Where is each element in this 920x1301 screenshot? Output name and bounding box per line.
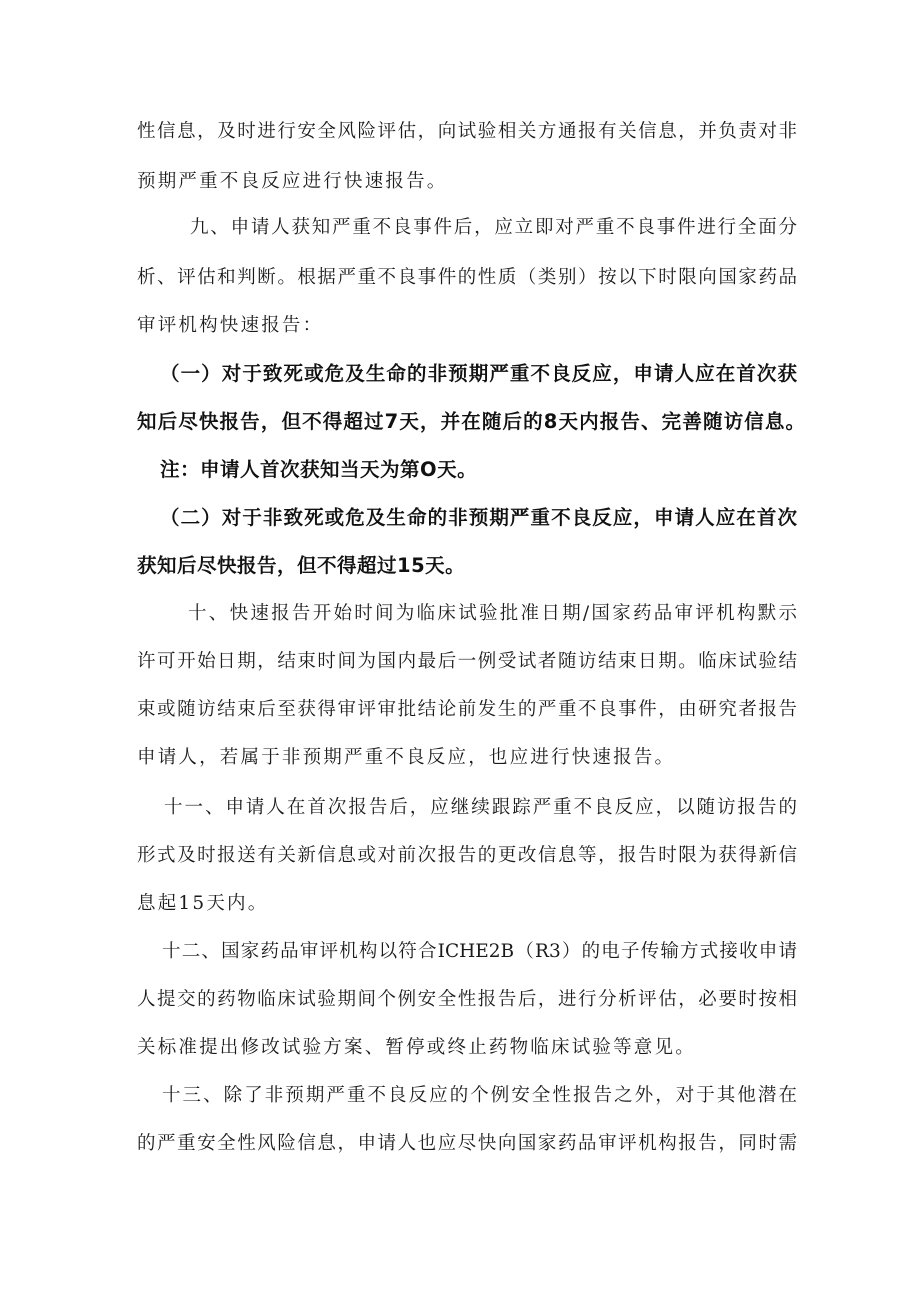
text-line-6: （一）对于致死或危及生命的非预期严重不良反应，申请人应在首次获 (160, 362, 797, 385)
text-line-4: 析、评估和判断。根据严重不良事件的性质（类别）按以下时限向国家药品 (137, 267, 797, 288)
text-line-16: 形式及时报送有关新信息或对前次报告的更改信息等，报告时限为获得新信 (137, 845, 797, 866)
text-line-21: 十三、除了非预期严重不良反应的个例安全性报告之外，对于其他潜在 (162, 1085, 797, 1106)
text-line-20: 关标准提出修改试验方案、暂停或终止药物临床试验等意见。 (137, 1037, 696, 1058)
text-line-11: 十、快速报告开始时间为临床试验批准日期/国家药品审评机构默示 (188, 603, 797, 624)
text-line-2: 预期严重不良反应进行快速报告。 (137, 171, 448, 192)
text-line-18: 十二、国家药品审评机构以符合ICHE2B（R3）的电子传输方式接收申请 (162, 941, 797, 962)
text-line-10: 获知后尽快报告，但不得超过15天。 (137, 554, 466, 577)
text-line-15: 十一、申请人在首次报告后，应继续跟踪严重不良反应，以随访报告的 (164, 797, 797, 818)
text-line-17: 息起15天内。 (137, 893, 269, 914)
text-line-9: （二）对于非致死或危及生命的非预期严重不良反应，申请人应在首次 (160, 506, 797, 529)
text-line-22: 的严重安全性风险信息，申请人也应尽快向国家药品审评机构报告，同时需 (137, 1133, 797, 1154)
text-line-8: 注：申请人首次获知当天为第O天。 (160, 458, 478, 481)
text-line-13: 束或随访结束后至获得审评审批结论前发生的严重不良事件，由研究者报告 (137, 699, 797, 720)
text-line-7: 知后尽快报告，但不得超过7天，并在随后的8天内报告、完善随访信息。 (137, 410, 805, 433)
text-line-3: 九、申请人获知严重不良事件后，应立即对严重不良事件进行全面分 (190, 217, 797, 238)
text-line-5: 审评机构快速报告： (137, 315, 324, 336)
text-line-14: 申请人，若属于非预期严重不良反应，也应进行快速报告。 (137, 747, 676, 768)
text-line-12: 许可开始日期，结束时间为国内最后一例受试者随访结束日期。临床试验结 (137, 651, 797, 672)
text-line-1: 性信息，及时进行安全风险评估，向试验相关方通报有关信息，并负责对非 (137, 121, 797, 142)
text-line-19: 人提交的药物临床试验期间个例安全性报告后，进行分析评估，必要时按相 (137, 989, 797, 1010)
